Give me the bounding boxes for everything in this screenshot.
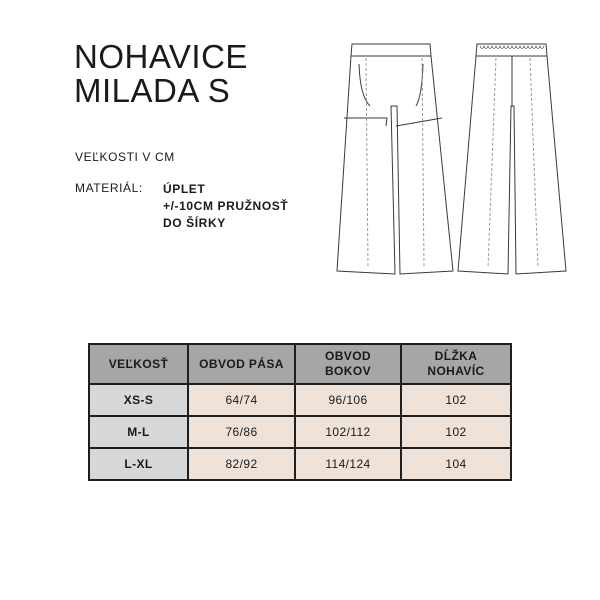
page-title	[74, 40, 248, 108]
title-line-2: MILADA S	[74, 72, 231, 109]
table-row	[89, 416, 511, 448]
size-cell: XS-S	[89, 384, 188, 416]
table-cell: 82/92	[188, 448, 295, 480]
column-header: DĹŽKA NOHAVÍC	[401, 344, 511, 384]
table-row	[89, 384, 511, 416]
sizes-note: VEĽKOSTI V CM	[75, 150, 175, 164]
table-row	[89, 448, 511, 480]
column-header: OBVOD BOKOV	[295, 344, 401, 384]
column-header: OBVOD PÁSA	[188, 344, 295, 384]
material-line: +/-10CM PRUŽNOSŤ	[163, 199, 289, 213]
table-cell: 96/106	[295, 384, 401, 416]
material-label: MATERIÁL:	[75, 181, 143, 195]
size-table	[88, 343, 512, 481]
table-cell: 114/124	[295, 448, 401, 480]
table-cell: 102/112	[295, 416, 401, 448]
table-cell: 76/86	[188, 416, 295, 448]
size-cell: M-L	[89, 416, 188, 448]
size-cell: L-XL	[89, 448, 188, 480]
table-cell: 104	[401, 448, 511, 480]
table-cell: 64/74	[188, 384, 295, 416]
table-cell: 102	[401, 416, 511, 448]
title-line-1: NOHAVICE	[74, 38, 248, 75]
pants-technical-drawing	[330, 36, 580, 286]
material-description	[163, 181, 288, 232]
material-line: ÚPLET	[163, 182, 206, 196]
column-header: VEĽKOSŤ	[89, 344, 188, 384]
table-cell: 102	[401, 384, 511, 416]
pants-front-view	[337, 44, 453, 274]
table-header-row	[89, 344, 511, 384]
pants-back-view	[458, 44, 566, 274]
material-line: DO ŠÍRKY	[163, 216, 226, 230]
